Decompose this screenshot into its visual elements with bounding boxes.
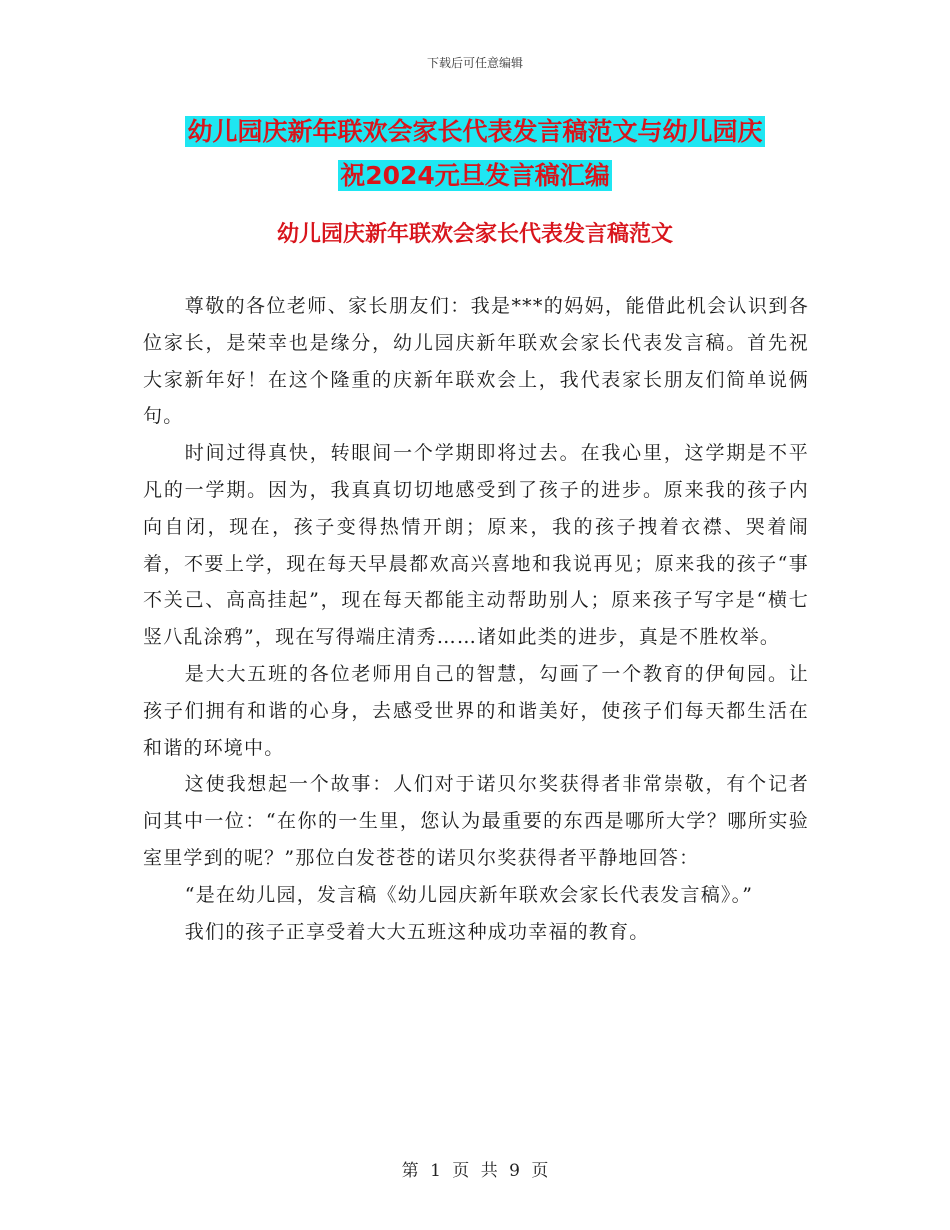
document-title bbox=[140, 110, 810, 198]
title-line-1: 幼儿园庆新年联欢会家长代表发言稿范文与幼儿园庆 bbox=[187, 117, 763, 146]
paragraph-2: 时间过得真快，转眼间一个学期即将过去。在我心里，这学期是不平凡的一学期。因为，我真真切切地感受到了孩子的进步。原来我的孩子内向自闭，现在，孩子变得热情开朗；原来，我的孩子拽着衣襟、哭着闹着，不要上学，现在每天早晨都欢高兴喜地和我说再见；原来我的孩子“事不关己、高高挂起”，现在每天都能主动帮助别人；原来孩子写字是“横七竖八乱涂鸦”，现在写得端庄清秀……诸如此类的进步，真是不胜枚举。 bbox=[143, 442, 809, 649]
page-number: 第 1 页 共 9 页 bbox=[401, 1161, 549, 1181]
paragraph-1: 尊敬的各位老师、家长朋友们：我是***的妈妈，能借此机会认识到各位家长，是荣幸也是缘分，幼儿园庆新年联欢会家长代表发言稿。首先祝大家新年好！在这个隆重的庆新年联欢会上，我代表家长朋友们简单说俩句。 bbox=[143, 295, 809, 428]
paragraph-3: 是大大五班的各位老师用自己的智慧，勾画了一个教育的伊甸园。让孩子们拥有和谐的心身，去感受世界的和谐美好，使孩子们每天都生活在和谐的环境中。 bbox=[143, 662, 809, 759]
paragraph-4: 这使我想起一个故事：人们对于诺贝尔奖获得者非常崇敬，有个记者问其中一位：“在你的一生里，您认为最重要的东西是哪所大学？哪所实验室里学到的呢？”那位白发苍苍的诺贝尔奖获得者平静地回答： bbox=[143, 773, 809, 869]
title-line-2: 祝2024元旦发言稿汇编 bbox=[340, 161, 610, 190]
paragraph-5-quote: “是在幼儿园，发言稿《幼儿园庆新年联欢会家长代表发言稿》。” bbox=[184, 883, 754, 906]
paragraph-6: 我们的孩子正享受着大大五班这种成功幸福的教育。 bbox=[184, 920, 650, 943]
section-subtitle: 幼儿园庆新年联欢会家长代表发言稿范文 bbox=[276, 222, 673, 247]
header-note: 下载后可任意编辑 bbox=[426, 56, 523, 70]
body-text bbox=[143, 288, 809, 950]
